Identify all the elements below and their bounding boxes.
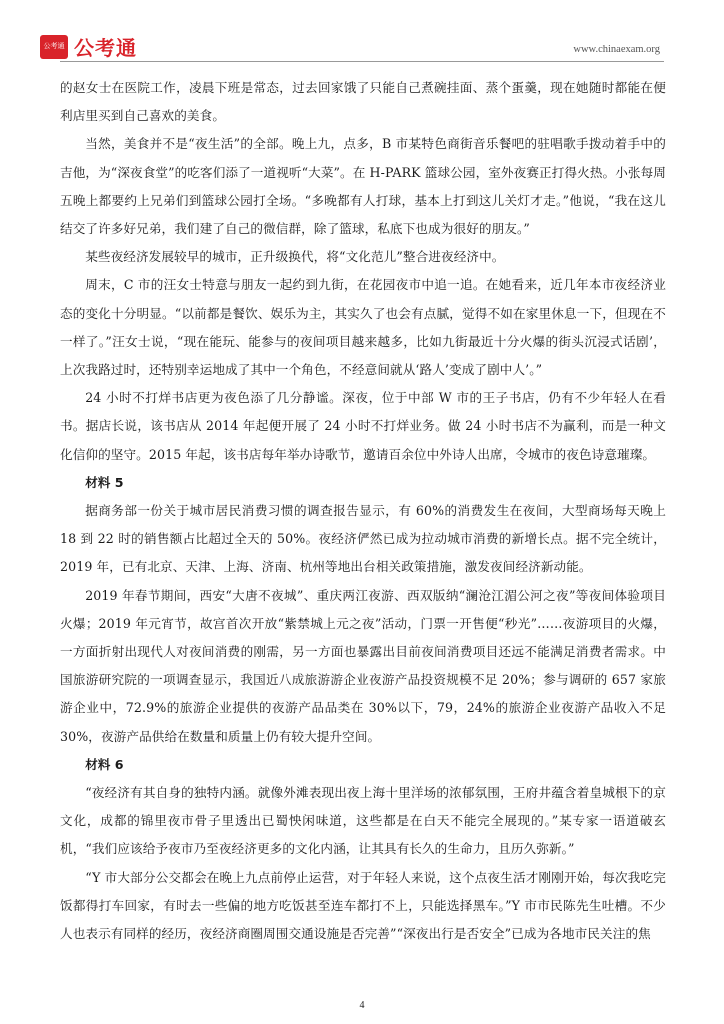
document-body xyxy=(60,74,666,948)
header-divider xyxy=(60,61,664,62)
paragraph: 周末，C 市的汪女士特意与朋友一起约到九街，在花园夜市中追一追。在她看来，近几年本市夜经济业态的变化十分明显。“以前都是餐饮、娱乐为主，其实久了也会有点腻，觉得不如在家里休息一下，但现在不一样了。”汪女士说，“现在能玩、能参与的夜间项目越来越多，比如九街最近十分火爆的街头沉浸式话剧’，上次我路过时，还特别幸运地成了其中一个角色，不经意间就从‘路人’变成了剧中人’。” xyxy=(60,277,666,378)
paragraph: 据商务部一份关于城市居民消费习惯的调查报告显示，有 60%的消费发生在夜间，大型商场每天晚上 18 到 22 时的销售额占比超过全天的 50%。夜经济俨然已成为拉动城市消费的新增长点。据不完全统计，2019 年，已有北京、天津、上海、济南、杭州等地出台相关政策措施，激发夜间经济新动能。 xyxy=(60,503,666,575)
section-heading-material-6: 材料 6 xyxy=(85,756,124,772)
section-heading-material-5: 材料 5 xyxy=(85,474,124,490)
paragraph: 2019 年春节期间，西安“大唐不夜城”、重庆两江夜游、西双版纳“澜沧江湄公河之夜”等夜间体验项目火爆；2019 年元宵节，故宫首次开放“紫禁城上元之夜”活动，门票一开售便“秒光”……夜游项目的火爆，一方面折射出现代人对夜间消费的刚需，另一方面也暴露出目前夜间消费项目还远不能满足消费者需求。中国旅游研究院的一项调查显示，我国近八成旅游游企业夜游产品投资规模不足 20%；参与调研的 657 家旅游企业中，72.9%的旅游企业提供的夜游产品品类在 30%以下，79，24%的旅游企业夜游产品收入不足 30%，夜游产品供给在数量和质量上仍有较大提升空间。 xyxy=(60,587,666,744)
paragraph: 某些夜经济发展较早的城市，正升级换代，将“文化范儿”整合进夜经济中。 xyxy=(85,249,505,265)
site-url[interactable]: www.chinaexam.org xyxy=(573,44,660,55)
paragraph: 24 小时不打烊书店更为夜色添了几分静谧。深夜，位于中部 W 市的王子书店，仍有不少年轻人在看书。据店长说，该书店从 2014 年起便开展了 24 小时不打烊业务。做 24 小时书店不为赢利，而是一种文化信仰的坚守。2015 年起，该书店每年举办诗歌节，邀请百余位中外诗人出席，令城市的夜色诗意璀璨。 xyxy=(60,390,666,462)
page-number: 4 xyxy=(359,1000,365,1011)
paragraph: “夜经济有其自身的独特内涵。就像外滩表现出夜上海十里洋场的浓郁氛围，王府井蕴含着皇城根下的京文化，成都的锦里夜市骨子里透出已蜀怏闲味道，这些都是在白天不能完全展现的。”某专家一语道破玄机，“我们应该给予夜市乃至夜经济更多的文化内涵，让其具有长久的生命力，且历久弥新。” xyxy=(60,785,666,857)
logo-badge-text: 公考通 xyxy=(43,42,65,50)
page-header xyxy=(0,0,724,64)
logo-text: 公考通 xyxy=(74,36,137,60)
brand-logo[interactable] xyxy=(40,32,137,61)
paragraph: 的赵女士在医院工作，凌晨下班是常态，过去回家饿了只能自己煮碗挂面、蒸个蛋羹，现在她随时都能在便利店里买到自己喜欢的美食。 xyxy=(60,80,666,124)
logo-badge-icon xyxy=(40,35,68,59)
paragraph: “Y 市大部分公交都会在晚上九点前停止运营，对于年轻人来说，这个点夜生活才刚刚开始，每次我吃完饭都得打车回家，有时去一些偏的地方吃饭甚至连车都打不上，只能选择黑车。”Y 市市民陈先生吐槽。不少人也表示有同样的经历，夜经济商圈周围交通设施是否完善”“深夜出行是否安全”已成为各地市民关注的焦 xyxy=(60,869,666,942)
paragraph: 当然，美食并不是“夜生活”的全部。晚上九，点多，B 市某特色商街音乐餐吧的驻唱歌手拨动着手中的吉他，为“深夜食堂”的吃客们添了一道视听“大菜”。在 H-PARK 篮球公园，室外夜赛正打得火热。小张每周五晚上都要约上兄弟们到篮球公园打全场。“多晚都有人打球，基本上打到这儿关灯才走。”他说，“我在这儿结交了许多好兄弟，我们建了自己的微信群，除了篮球，私底下也成为很好的朋友。” xyxy=(60,136,666,237)
